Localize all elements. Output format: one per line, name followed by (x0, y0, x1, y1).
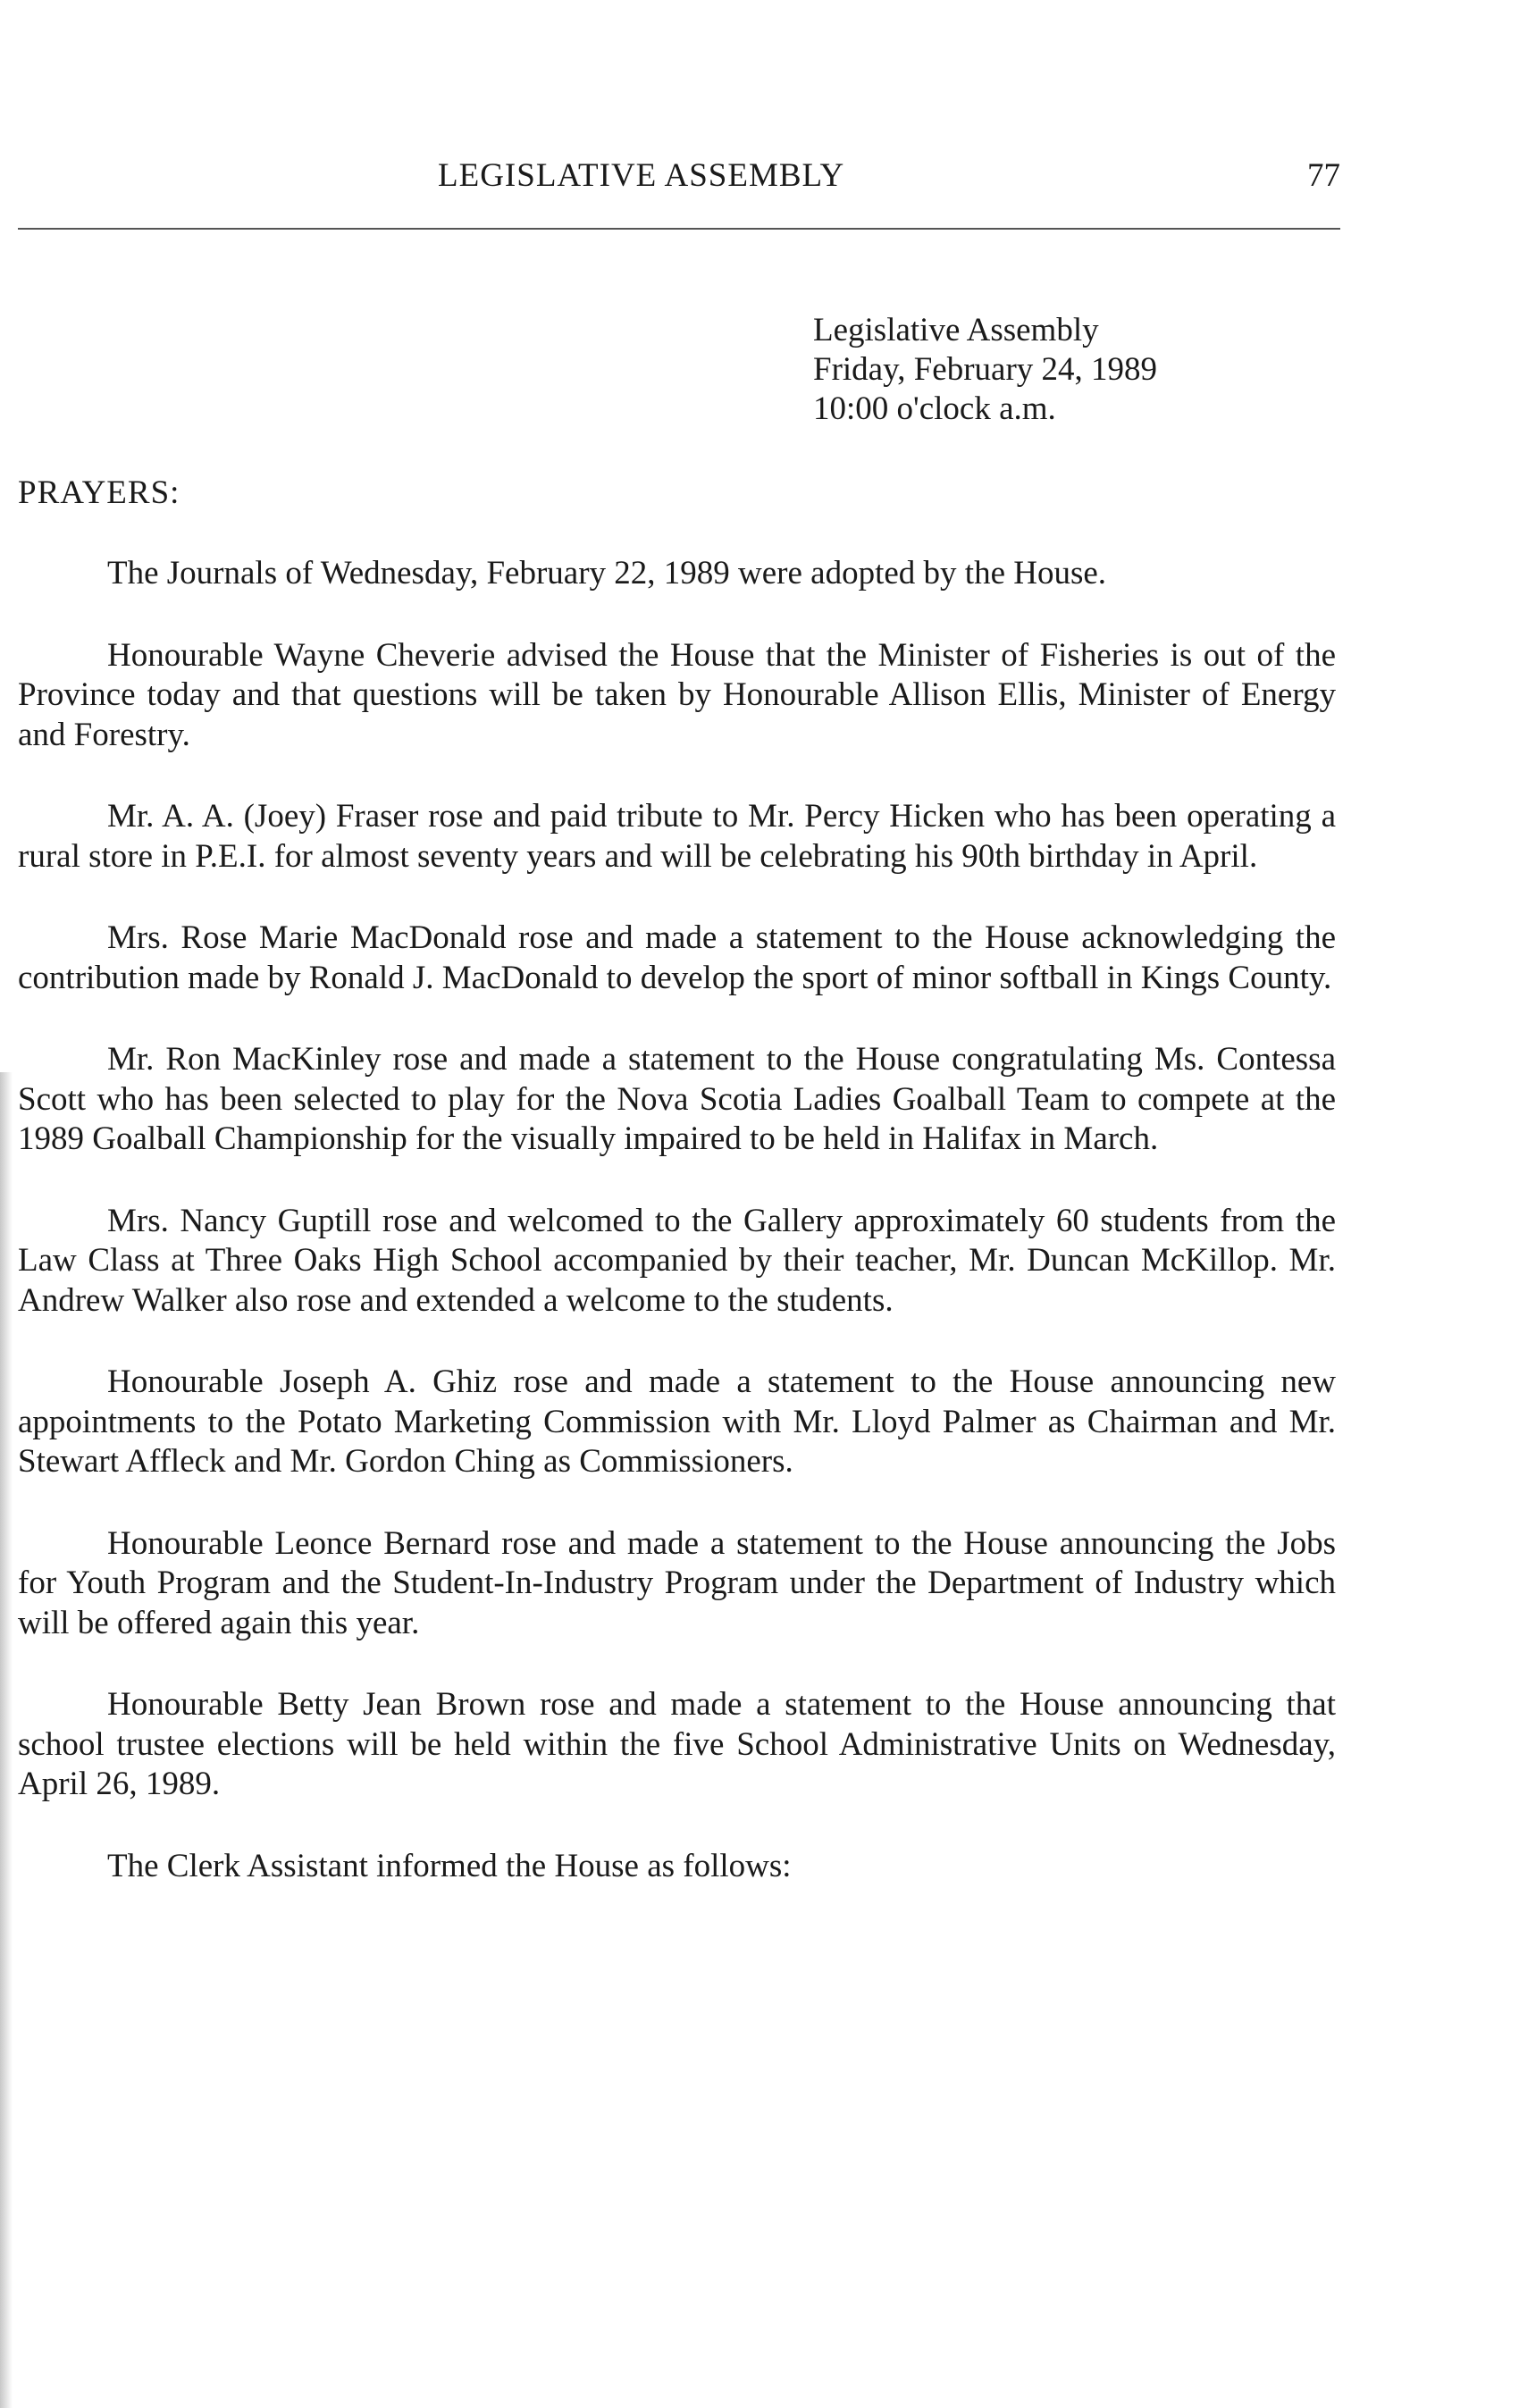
paragraph-minister-absent: Honourable Wayne Cheverie advised the House that the Minister of Fisheries is out of the Province today and that questions will be taken by Honourable Allison Ellis, Minister of Energy and Forestry. (18, 636, 1336, 753)
binding-shadow (0, 1072, 13, 2408)
running-title: LEGISLATIVE ASSEMBLY (438, 157, 845, 194)
paragraph-gallery-welcome: Mrs. Nancy Guptill rose and welcomed to the Gallery approximately 60 students from the Law Class at Three Oaks High School accompanied by their teacher, Mr. Duncan McKillop. Mr. Andrew Walker also rose and extended a welcome to the students. (18, 1202, 1336, 1319)
running-header (18, 156, 1340, 230)
dateline-date: Friday, February 24, 1989 (813, 351, 1158, 388)
paragraph-journals-adopted: The Journals of Wednesday, February 22, 1989 were adopted by the House. (107, 555, 1107, 592)
page-number: 77 (1307, 157, 1340, 194)
dateline-time: 10:00 o'clock a.m. (813, 390, 1056, 427)
dateline-assembly: Legislative Assembly (813, 312, 1099, 348)
sitting-dateline (813, 311, 1157, 429)
paragraph-softball-statement: Mrs. Rose Marie MacDonald rose and made a statement to the House acknowledging the contribution made by Ronald J. MacDonald to develop the sport of minor softball in Kings County. (18, 919, 1336, 996)
paragraph-potato-commission: Honourable Joseph A. Ghiz rose and made a statement to the House announcing new appointments to the Potato Marketing Commission with Mr. Lloyd Palmer as Chairman and Mr. Stewart Affleck and Mr. Gordon Ching as Commissioners. (18, 1363, 1336, 1480)
paragraph-clerk-assistant: The Clerk Assistant informed the House as follows: (107, 1847, 792, 1884)
paragraph-tribute-hicken: Mr. A. A. (Joey) Fraser rose and paid tribute to Mr. Percy Hicken who has been operating a rural store in P.E.I. for almost seventy years and will be celebrating his 90th birthday in April. (18, 798, 1336, 875)
paragraph-trustee-elections: Honourable Betty Jean Brown rose and made a statement to the House announcing that school trustee elections will be held within the five School Administrative Units on Wednesday, April 26, 1989. (18, 1686, 1336, 1802)
section-heading-prayers: PRAYERS: (18, 474, 180, 511)
paragraph-goalball-statement: Mr. Ron MacKinley rose and made a statement to the House congratulating Ms. Contessa Scott who has been selected to play for the Nova Scotia Ladies Goalball Team to compete at the 1989 Goalball Championship for the visually impaired to be held in Halifax in March. (18, 1041, 1336, 1157)
journal-body (18, 554, 1336, 1928)
paragraph-youth-program: Honourable Leonce Bernard rose and made a statement to the House announcing the Jobs for Youth Program and the Student-In-Industry Program under the Department of Industry which will be offered again this year. (18, 1524, 1336, 1641)
